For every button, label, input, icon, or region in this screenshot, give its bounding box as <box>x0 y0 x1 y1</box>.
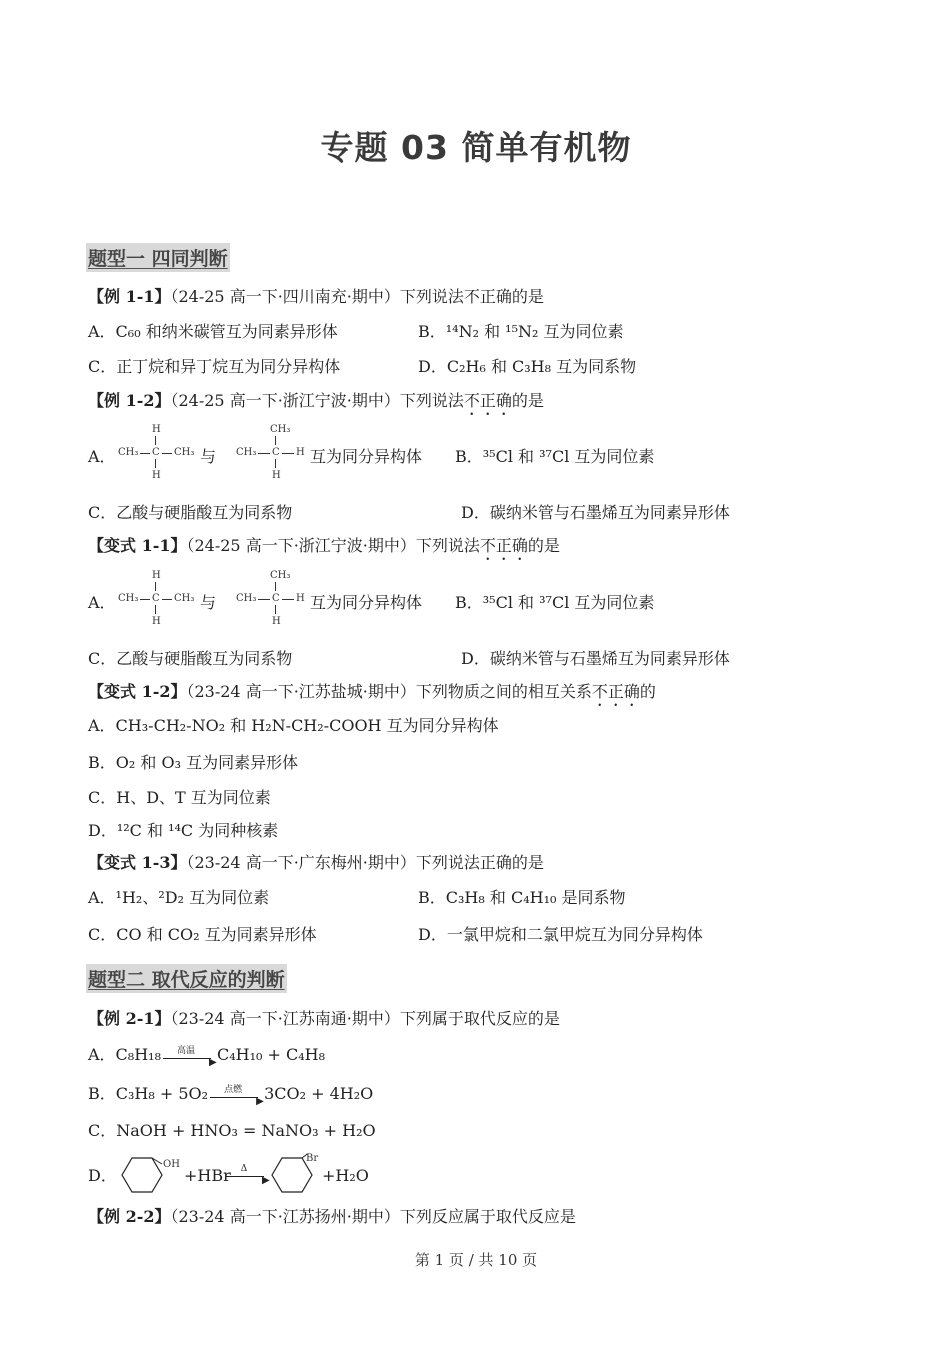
question-tag: 【变式 1-1】 <box>88 536 187 555</box>
propane-structure <box>118 425 208 485</box>
product: +H₂O <box>322 1166 369 1185</box>
option-d: D．一氯甲烷和二氯甲烷互为同分异构体 <box>418 925 703 944</box>
atom-c: C <box>152 593 160 604</box>
question-tag: 【变式 1-2】 <box>88 682 187 701</box>
reaction-condition: 高温 <box>176 1045 195 1056</box>
question-2-1 <box>88 1009 560 1029</box>
question-source-end: 的是 <box>527 536 560 555</box>
hydroxyl-group: OH <box>163 1159 180 1170</box>
question-source: （24-25 高一下·浙江宁波·期中）下列说法 <box>186 536 480 555</box>
group-ch3: CH₃ <box>118 447 139 458</box>
atom-h: H <box>152 470 161 481</box>
group-ch3: CH₃ <box>174 447 195 458</box>
group-ch3: CH₃ <box>236 593 257 604</box>
question-source: （23-24 高一下·江苏盐城·期中）下列物质之间的相互关系 <box>186 682 592 701</box>
option-a: A．¹H₂、²D₂ 互为同位素 <box>88 888 270 907</box>
option-b: B．³⁵Cl 和 ³⁷Cl 互为同位素 <box>455 593 655 612</box>
option-c: C．CO 和 CO₂ 互为同素异形体 <box>88 925 317 944</box>
conjunction: 与 <box>200 447 217 466</box>
reaction-arrow: 点燃 ▶ <box>208 1088 264 1102</box>
group-ch3: CH₃ <box>270 570 291 581</box>
question-tag: 【例 1-1】 <box>88 287 171 306</box>
atom-h: H <box>152 424 161 435</box>
option-c: C．乙酸与硬脂酸互为同系物 <box>88 503 293 522</box>
variant-1-3 <box>88 853 544 873</box>
propane-structure-2 <box>236 571 316 631</box>
variant-1-2 <box>88 682 656 710</box>
emphasis-text: 不正确 <box>463 391 512 410</box>
question-tag: 【例 2-1】 <box>88 1009 171 1028</box>
reactant: B．C₃H₈ + 5O₂ <box>88 1084 209 1103</box>
emphasis-text: 不正确 <box>479 536 528 555</box>
question-source-end: 的 <box>639 682 656 701</box>
question-tag: 【例 1-2】 <box>88 391 171 410</box>
reagent: +HBr <box>184 1166 231 1185</box>
atom-h: H <box>272 470 281 481</box>
option-c: C．H、D、T 互为同位素 <box>88 788 271 807</box>
atom-h: H <box>152 570 161 581</box>
option-d: D．碳纳米管与石墨烯互为同素异形体 <box>461 503 730 522</box>
question-source: （24-25 高一下·四川南充·期中）下列说法不正确的是 <box>170 287 544 306</box>
option-d: D．¹²C 和 ¹⁴C 为同种核素 <box>88 821 279 840</box>
bromocyclohexane-structure <box>266 1154 330 1196</box>
question-tag: 【例 2-2】 <box>88 1207 171 1226</box>
emphasis-text: 不正确 <box>591 682 640 701</box>
option-a-label: A． <box>88 447 116 466</box>
option-b: B．C₃H₈ 和 C₄H₁₀ 是同系物 <box>418 888 626 907</box>
option-b: B．³⁵Cl 和 ³⁷Cl 互为同位素 <box>455 447 655 466</box>
propane-structure <box>118 571 208 631</box>
atom-c: C <box>272 593 280 604</box>
question-1-2 <box>88 391 544 419</box>
option-c: C．正丁烷和异丁烷互为同分异构体 <box>88 357 341 376</box>
product: C₄H₁₀ + C₄H₈ <box>217 1045 326 1064</box>
option-c: C．乙酸与硬脂酸互为同系物 <box>88 649 293 668</box>
atom-c: C <box>152 447 160 458</box>
question-2-2 <box>88 1207 576 1227</box>
reaction-condition: 点燃 <box>224 1084 243 1095</box>
option-a-text: 互为同分异构体 <box>310 593 423 612</box>
option-d: D．碳纳米管与石墨烯互为同素异形体 <box>461 649 730 668</box>
atom-h: H <box>296 593 305 604</box>
group-ch3: CH₃ <box>236 447 257 458</box>
option-d-label: D． <box>88 1166 117 1185</box>
question-1-1 <box>88 287 544 307</box>
option-b: B．¹⁴N₂ 和 ¹⁵N₂ 互为同位素 <box>418 322 624 341</box>
option-c: C．NaOH + HNO₃ = NaNO₃ + H₂O <box>88 1121 376 1140</box>
atom-h: H <box>296 447 305 458</box>
question-source: （24-25 高一下·浙江宁波·期中）下列说法 <box>170 391 464 410</box>
conjunction: 与 <box>200 593 217 612</box>
atom-h: H <box>152 616 161 627</box>
option-d: D．C₂H₆ 和 C₃H₈ 互为同系物 <box>418 357 637 376</box>
product: 3CO₂ + 4H₂O <box>264 1084 374 1103</box>
option-a-label: A． <box>88 593 116 612</box>
section-heading-2: 题型二 取代反应的判断 <box>86 964 287 993</box>
group-ch3: CH₃ <box>118 593 139 604</box>
reactant: A．C₈H₁₈ <box>88 1045 161 1064</box>
reaction-arrow: 高温 ▶ <box>161 1049 217 1063</box>
option-b <box>88 1084 374 1107</box>
propane-structure-2 <box>236 425 316 485</box>
group-ch3: CH₃ <box>270 424 291 435</box>
group-ch3: CH₃ <box>174 593 195 604</box>
bromo-group: Br <box>306 1153 319 1164</box>
option-a: A．C₆₀ 和纳米碳管互为同素异形体 <box>88 322 338 341</box>
question-source: （23-24 高一下·广东梅州·期中）下列说法正确的是 <box>186 853 544 872</box>
question-source: （23-24 高一下·江苏扬州·期中）下列反应属于取代反应是 <box>170 1207 576 1226</box>
option-a-text: 互为同分异构体 <box>310 447 423 466</box>
section-heading-1: 题型一 四同判断 <box>86 243 230 272</box>
reaction-arrow: Δ ▶ <box>224 1163 270 1183</box>
page-footer: 第 1 页 / 共 10 页 <box>414 1251 538 1269</box>
option-b: B．O₂ 和 O₃ 互为同素异形体 <box>88 753 299 772</box>
option-a <box>88 1045 326 1068</box>
reaction-condition: Δ <box>240 1163 248 1174</box>
atom-c: C <box>272 447 280 458</box>
page-title: 专题 03 简单有机物 <box>320 128 632 167</box>
variant-1-1 <box>88 536 560 564</box>
question-source-end: 的是 <box>511 391 544 410</box>
option-a: A．CH₃-CH₂-NO₂ 和 H₂N-CH₂-COOH 互为同分异构体 <box>88 716 499 735</box>
question-source: （23-24 高一下·江苏南通·期中）下列属于取代反应的是 <box>170 1009 560 1028</box>
atom-h: H <box>272 616 281 627</box>
question-tag: 【变式 1-3】 <box>88 853 187 872</box>
